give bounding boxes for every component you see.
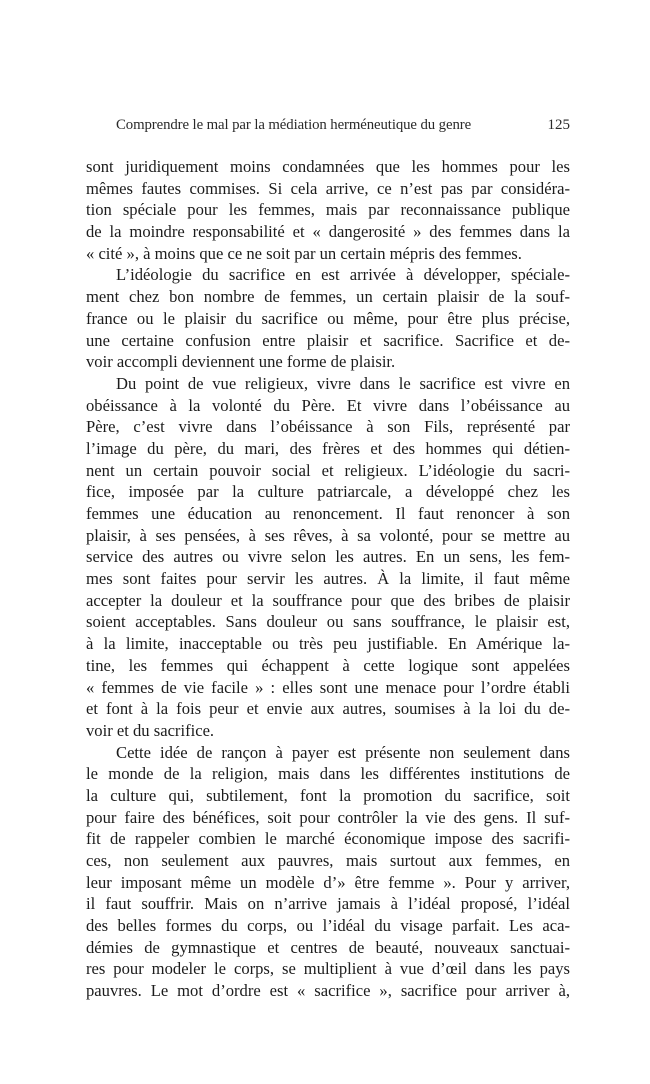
text-line: obéissance à la volonté du Père. Et vivre dans l’obéissance au <box>86 395 570 415</box>
text-line: nent un certain pouvoir social et religieux. L’idéologie du sacri- <box>86 460 570 480</box>
text-line: tion spéciale pour les femmes, mais par reconnaissance publique <box>86 200 570 220</box>
text-line: tine, les femmes qui échappent à cette logique sont appelées <box>86 655 570 675</box>
text-line: Cette idée de rançon à payer est présente non seulement dans <box>116 742 570 762</box>
text-line: le monde de la religion, mais dans les différentes institutions de <box>86 764 570 784</box>
text-line: mes sont faites pour servir les autres. À la limite, il faut même <box>86 569 570 589</box>
text-line: une certaine confusion entre plaisir et sacrifice. Sacrifice et de- <box>86 330 570 350</box>
running-title: Comprendre le mal par la médiation herméneutique du genre <box>116 117 472 133</box>
text-line: france ou le plaisir du sacrifice ou même, pour être plus précise, <box>86 308 570 328</box>
text-line: et font à la fois peur et envie aux autres, soumises à la loi du de- <box>86 699 570 719</box>
text-line: à la limite, inacceptable ou très peu justifiable. En Amérique la- <box>86 634 570 654</box>
text-line: voir accompli deviennent une forme de plaisir. <box>86 352 396 372</box>
text-line: fit de rappeler combien le marché économique impose des sacrifi- <box>86 829 570 849</box>
text-line: ces, non seulement aux pauvres, mais surtout aux femmes, en <box>86 851 570 870</box>
text-line: de la moindre responsabilité et « dangerosité » des femmes dans la <box>86 222 570 242</box>
text-line: res pour modeler le corps, se multiplient à vue d’œil dans les pays <box>86 959 570 979</box>
text-line: pauvres. Le mot d’ordre est « sacrifice », sacrifice pour arriver à, <box>86 981 570 1001</box>
body-text <box>86 156 570 1002</box>
text-line: il faut souffrir. Mais on n’arrive jamais à l’idéal proposé, l’idéal <box>86 894 570 914</box>
page-number: 125 <box>547 117 570 133</box>
text-line: Du point de vue religieux, vivre dans le sacrifice est vivre en <box>116 373 570 393</box>
text-line: ment chez bon nombre de femmes, un certain plaisir de la souf- <box>86 287 570 307</box>
text-line: L’idéologie du sacrifice en est arrivée à développer, spéciale- <box>116 265 570 285</box>
text-line: la culture qui, subtilement, font la promotion du sacrifice, soit <box>86 785 570 805</box>
text-line: démies de gymnastique et centres de beauté, nouveaux sanctuai- <box>86 937 570 957</box>
text-line: fice, imposée par la culture patriarcale, a développé chez les <box>86 482 570 502</box>
text-line: plaisir, à ses pensées, à ses rêves, à sa volonté, pour se mettre au <box>86 525 570 545</box>
text-line: Père, c’est vivre dans l’obéissance à son Fils, représenté par <box>86 417 570 437</box>
running-header <box>116 117 570 137</box>
text-line: des belles formes du corps, ou l’idéal du visage parfait. Les aca- <box>86 916 570 936</box>
text-line: service des autres ou vivre selon les autres. En un sens, les fem- <box>86 547 570 567</box>
text-line: mêmes fautes commises. Si cela arrive, ce n’est pas par considéra- <box>86 178 570 198</box>
text-line: « femmes de vie facile » : elles sont une menace pour l’ordre établi <box>86 677 570 697</box>
text-line: l’image du père, du mari, des frères et des hommes qui détien- <box>86 438 570 458</box>
text-line: femmes une éducation au renoncement. Il faut renoncer à son <box>86 504 570 523</box>
text-line: voir et du sacrifice. <box>86 720 215 740</box>
text-line: accepter la douleur et la souffrance pour que des bribes de plaisir <box>86 590 570 610</box>
text-line: leur imposant même un modèle d’» être femme ». Pour y arriver, <box>86 872 570 892</box>
text-line: « cité », à moins que ce ne soit par un certain mépris des femmes. <box>86 243 522 263</box>
text-line: pour faire des bénéfices, soit pour contrôler la vie des gens. Il suf- <box>86 807 570 827</box>
text-line: soient acceptables. Sans douleur ou sans souffrance, le plaisir est, <box>86 612 570 632</box>
text-line: sont juridiquement moins condamnées que les hommes pour les <box>86 157 570 176</box>
